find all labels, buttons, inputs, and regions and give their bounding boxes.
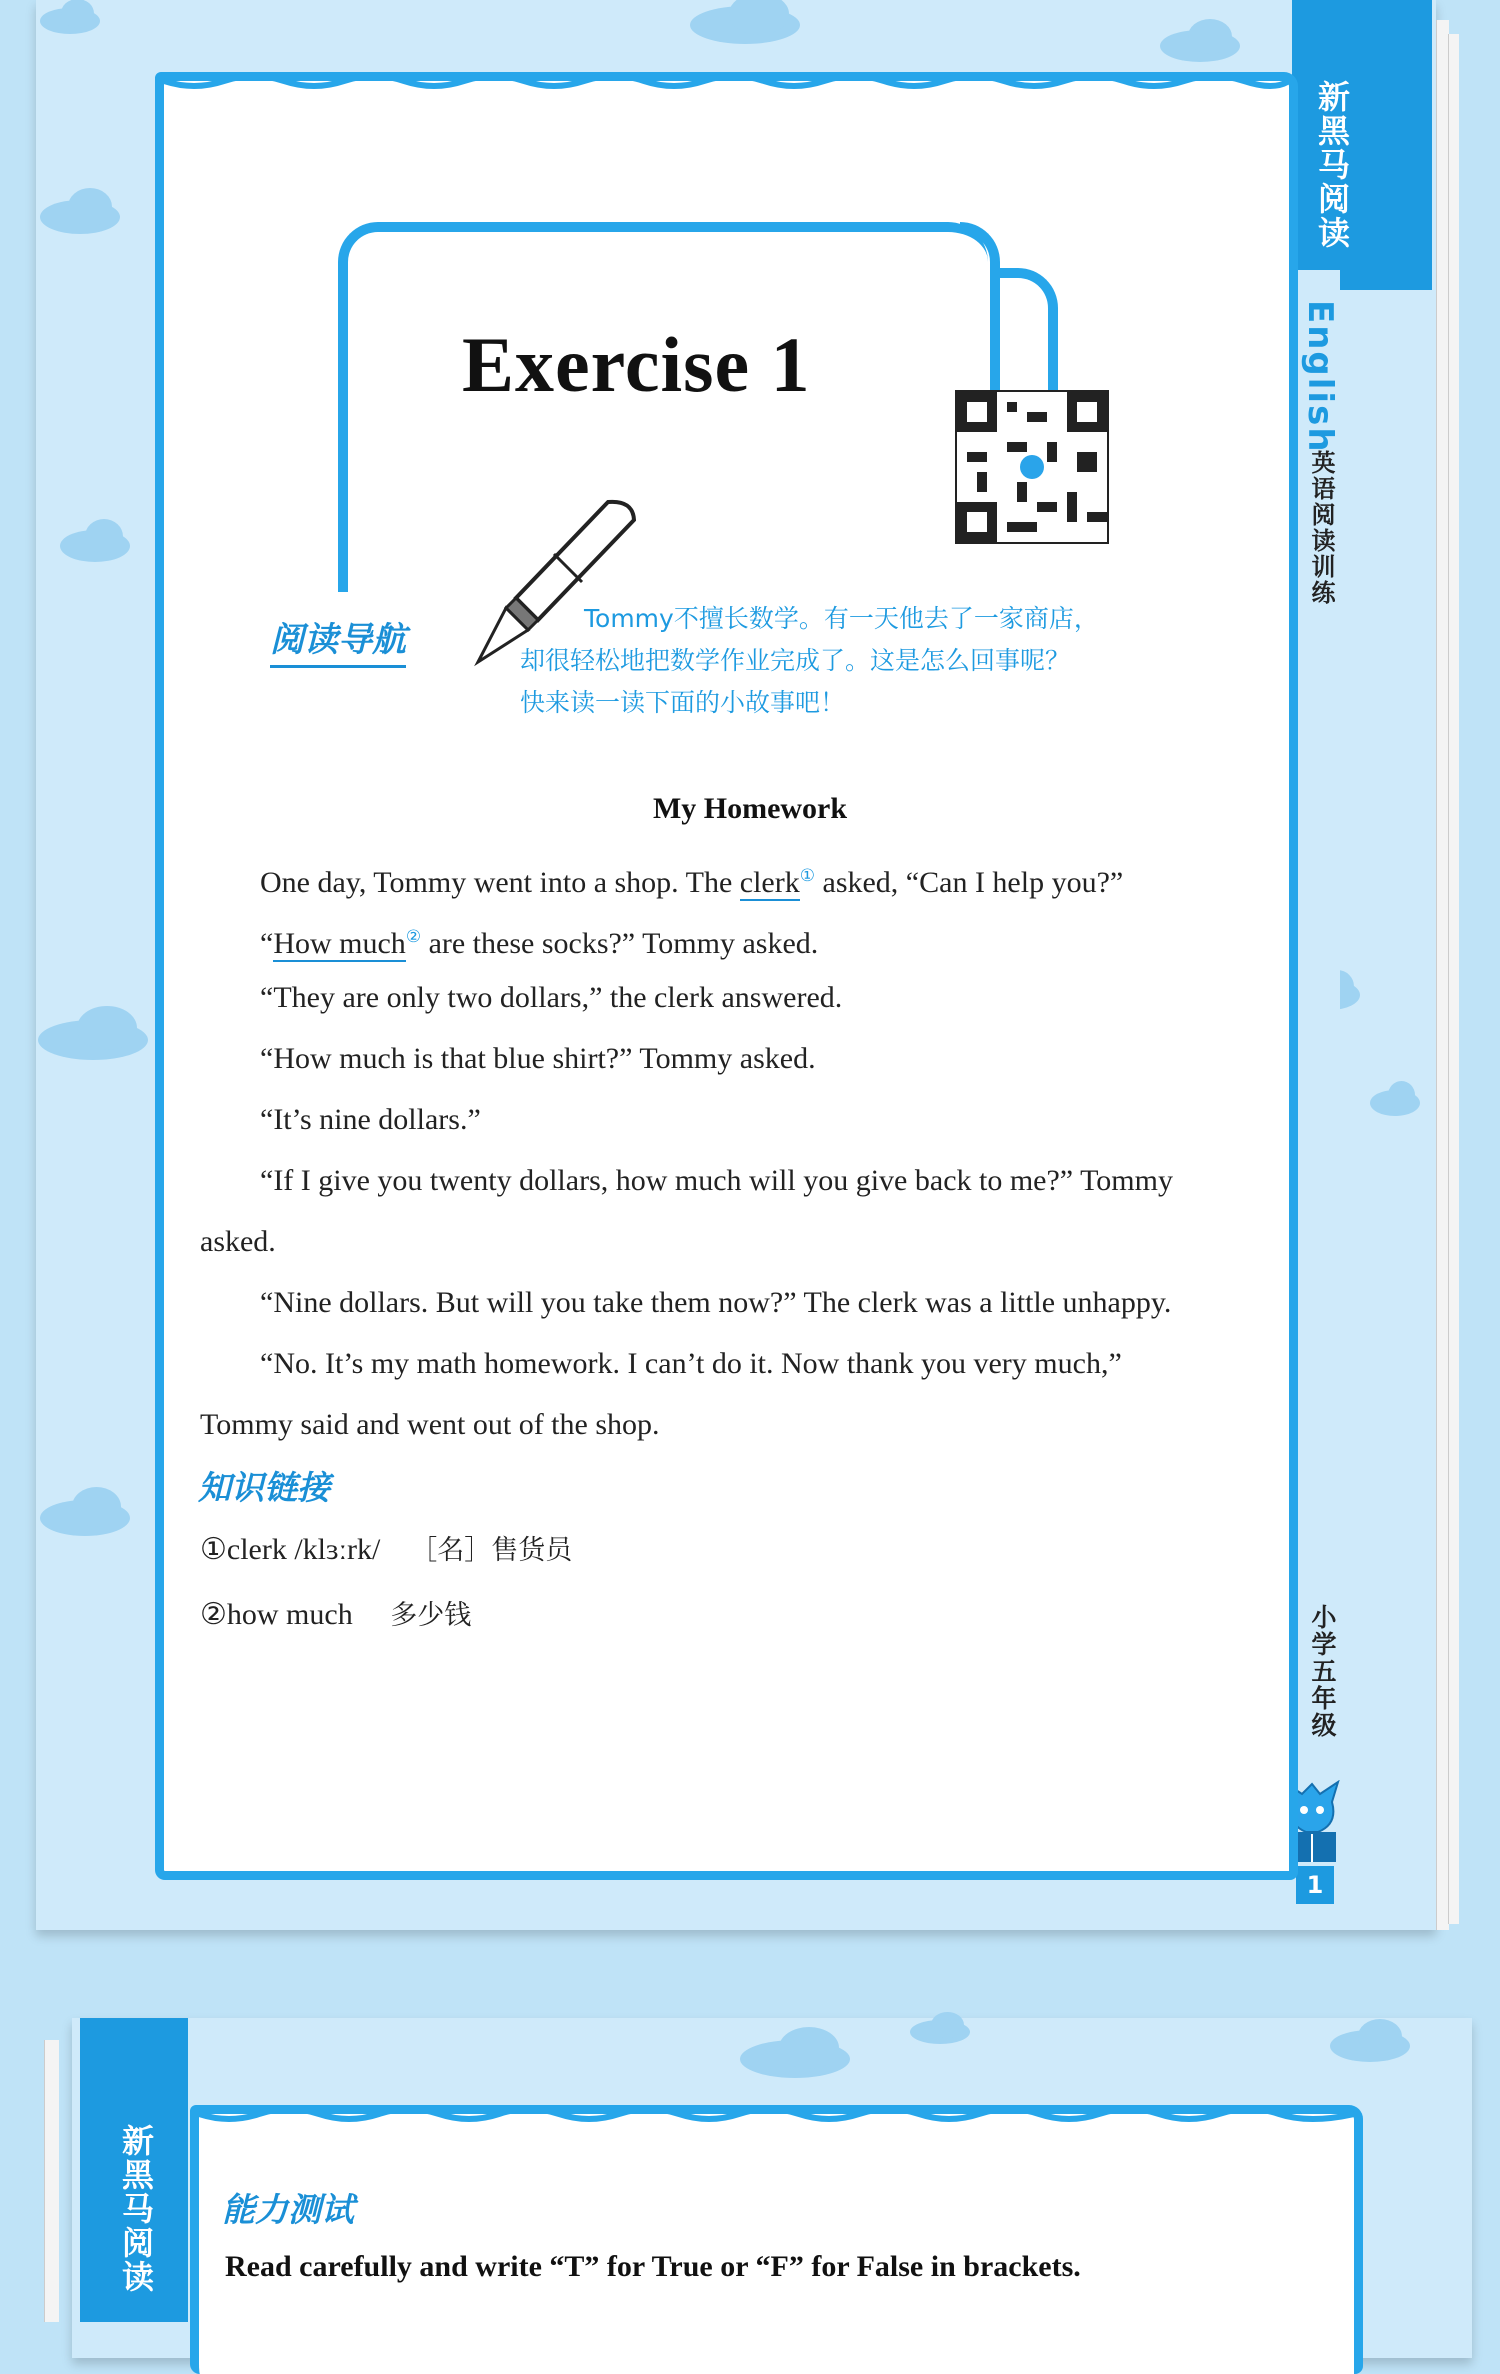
story-text: asked, “Can I help you?” xyxy=(815,866,1124,899)
series-name: 新黑马阅读 xyxy=(117,2124,155,2294)
story-paragraph-cont: asked. xyxy=(200,1225,276,1258)
qr-code[interactable] xyxy=(955,390,1109,544)
story-paragraph-cont: Tommy said and went out of the shop. xyxy=(200,1408,660,1441)
reading-guide-text xyxy=(520,598,1200,724)
vocab-note xyxy=(200,1528,572,1567)
cloud-decoration xyxy=(1160,30,1240,62)
page-edge xyxy=(44,2040,59,2322)
tab-grade: 小学五年级 xyxy=(1308,1604,1337,1739)
tab-subject: 英语阅读训练 xyxy=(1307,450,1335,606)
vocab-clerk[interactable]: clerk xyxy=(739,866,800,899)
story-paragraph xyxy=(200,906,1250,967)
story-paragraph: “How much is that blue shirt?” Tommy asked. xyxy=(260,1042,816,1075)
guide-line: Tommy不擅长数学。有一天他去了一家商店， xyxy=(584,604,1099,633)
exercise-instruction: Read carefully and write “T” for True or “F” for False in brackets. xyxy=(225,2250,1081,2283)
story-body xyxy=(200,845,1250,1455)
vocab-note xyxy=(200,1593,471,1632)
story-paragraph: “It’s nine dollars.” xyxy=(260,1103,481,1136)
note-term: ②how much xyxy=(200,1598,353,1631)
page-edge xyxy=(1448,34,1459,1924)
story-paragraph: “Nine dollars. But will you take them now?” The clerk was a little unhappy. xyxy=(260,1286,1172,1319)
story-text: are these socks?” Tommy asked. xyxy=(421,927,819,960)
frame-scallop xyxy=(199,2106,1354,2124)
vocab-how-much[interactable]: How much xyxy=(273,927,406,960)
page-number: 1 xyxy=(1296,1866,1334,1904)
cloud-decoration xyxy=(1370,1090,1420,1116)
knowledge-link-label: 知识链接 xyxy=(198,1468,330,1507)
title-loop-outer xyxy=(990,268,1058,398)
story-paragraph: “If I give you twenty dollars, how much will you give back to me?” Tommy xyxy=(260,1164,1173,1197)
story-title: My Homework xyxy=(652,792,848,825)
series-name: 新黑马阅读 xyxy=(1313,80,1351,250)
cloud-decoration xyxy=(1330,2030,1410,2062)
story-paragraph: “No. It’s my math homework. I can’t do it. Now thank you very much,” xyxy=(260,1347,1122,1380)
story-paragraph: “They are only two dollars,” the clerk answered. xyxy=(260,981,843,1014)
footnote-marker: ① xyxy=(799,866,815,885)
story-paragraph xyxy=(200,845,1250,906)
note-term: ①clerk /klɜːrk/ xyxy=(200,1533,381,1566)
cloud-decoration xyxy=(60,530,130,562)
exercise-title: Exercise 1 xyxy=(462,321,811,408)
cloud-decoration xyxy=(740,2040,850,2078)
ability-test-label: 能力测试 xyxy=(222,2190,354,2229)
guide-line: 却很轻松地把数学作业完成了。这是怎么回事呢？ xyxy=(520,646,1071,675)
reading-guide-label: 阅读导航 xyxy=(270,612,406,668)
cloud-decoration xyxy=(40,1500,130,1536)
cloud-decoration xyxy=(910,2020,970,2044)
frame-scallop xyxy=(164,73,1289,91)
content-frame-2 xyxy=(190,2105,1363,2374)
cloud-decoration xyxy=(38,1020,148,1060)
note-meaning: ［名］售货员 xyxy=(410,1535,573,1566)
cloud-decoration xyxy=(40,8,100,34)
guide-line: 快来读一读下面的小故事吧！ xyxy=(520,688,846,717)
story-text: “ xyxy=(260,927,274,960)
side-tab xyxy=(1292,0,1432,290)
tab-english: English xyxy=(1300,300,1340,454)
cloud-decoration xyxy=(690,6,800,44)
note-meaning: 多少钱 xyxy=(390,1600,472,1631)
side-tab-2 xyxy=(80,2018,188,2322)
story-text: One day, Tommy went into a shop. The xyxy=(260,866,740,899)
footnote-marker: ② xyxy=(405,927,422,946)
cloud-decoration xyxy=(40,200,120,234)
